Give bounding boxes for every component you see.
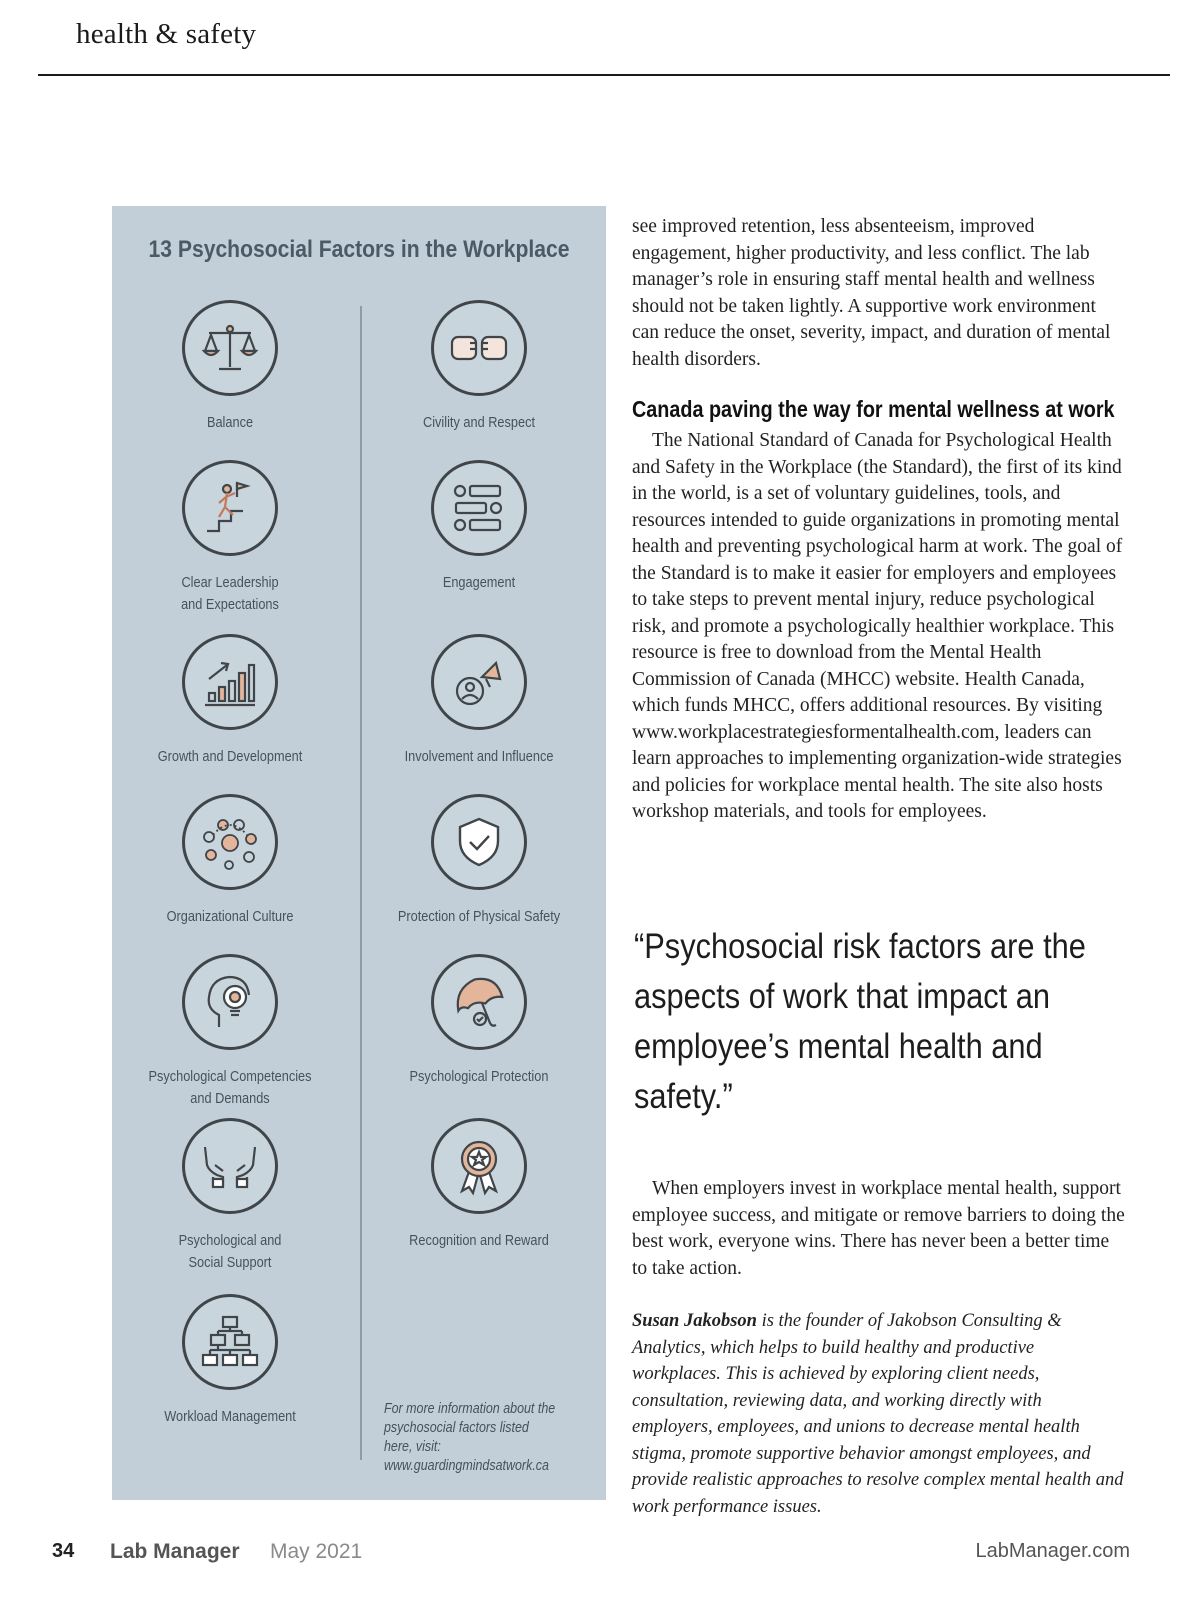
paragraph-text: The National Standard of Canada for Psychological Health and Safety in the Workplace (the Standard), the first of its kind in the world, is a set of voluntary guidelines, tools, and resources intended to guide organizations in promoting mental health and preventing psychological harm at work. The goal of the Standard is to make it easier for employers and employees to take steps to prevent mental injury, reduce psychological risk, and promote a psychologically healthier workplace. This resource is free to download from the Mental Health Commission of Canada (MHCC) website. Health Canada, which funds MHCC, offers additional resources. By visiting www.workplacestrategiesformentalhealth.com, leaders can learn approaches to implementing organization-wide strategies and policies for workplace mental health. The site also hosts workshop materials, and tools for employees. bbox=[632, 430, 1123, 822]
article-paragraph-1 bbox=[632, 214, 1126, 373]
pull-quote: “Psychosocial risk factors are the aspects of work that impact an employee’s mental health and safety.” bbox=[634, 927, 1086, 1116]
growth-chart-icon bbox=[182, 634, 278, 730]
head-gear-bulb-icon bbox=[182, 954, 278, 1050]
header-rule bbox=[38, 74, 1170, 76]
supporting-hands-icon bbox=[182, 1118, 278, 1214]
leader-stairs-flag-icon bbox=[182, 460, 278, 556]
factor-growth bbox=[115, 634, 345, 768]
factor-label: Psychological and Social Support bbox=[178, 1232, 282, 1271]
factor-workload bbox=[115, 1294, 345, 1428]
factor-label: Psychological Protection bbox=[409, 1068, 549, 1085]
author-bio-text: is the founder of Jakobson Consulting & Analytics, which helps to build healthy and productive workplaces. This is achieved by exploring client needs, consultation, reviewing data, and working directly with employers, employees, and unions to decrease mental health stigma, promote supportive behavior amongst employees, and provide realistic approaches to resolve complex mental health and work performance issues. bbox=[632, 1311, 1124, 1517]
hierarchy-boxes-icon bbox=[182, 1294, 278, 1390]
factor-label: Civility and Respect bbox=[423, 414, 535, 431]
author-name: Susan Jakobson bbox=[632, 1311, 757, 1331]
factor-involvement bbox=[364, 634, 594, 768]
factor-label: Recognition and Reward bbox=[409, 1232, 549, 1249]
factor-recognition bbox=[364, 1118, 594, 1252]
award-ribbon-icon bbox=[431, 1118, 527, 1214]
paragraph-text: When employers invest in workplace mental health, support employee success, and mitigate or remove barriers to doing the best work, everyone wins. There has never been a better time to take action. bbox=[632, 1178, 1125, 1279]
infographic-panel bbox=[112, 206, 606, 1500]
factor-balance bbox=[115, 300, 345, 434]
factor-label: Workload Management bbox=[164, 1408, 296, 1425]
magazine-name: Lab Manager bbox=[110, 1540, 240, 1563]
factor-social-support bbox=[115, 1118, 345, 1274]
factor-psych-protection bbox=[364, 954, 594, 1088]
article-paragraph-2 bbox=[632, 428, 1126, 826]
factor-label: Psychological Competencies and Demands bbox=[148, 1068, 312, 1107]
fist-bump-icon bbox=[431, 300, 527, 396]
shield-check-icon bbox=[431, 794, 527, 890]
article-subhead: Canada paving the way for mental wellness at work bbox=[632, 396, 1115, 422]
umbrella-check-icon bbox=[431, 954, 527, 1050]
factor-competencies bbox=[115, 954, 345, 1110]
paragraph-text: see improved retention, less absenteeism, improved engagement, higher productivity, and less conflict. The lab manager’s role in ensuring staff mental health and wellness should not be taken lightly. A supportive work environment can reduce the onset, severity, impact, and duration of mental health disorders. bbox=[632, 216, 1111, 370]
factor-org-culture bbox=[115, 794, 345, 928]
chat-people-icon bbox=[431, 460, 527, 556]
factor-label: Engagement bbox=[442, 574, 516, 591]
section-label: health & safety bbox=[76, 18, 257, 50]
megaphone-person-icon bbox=[431, 634, 527, 730]
factor-label: Involvement and Influence bbox=[404, 748, 554, 765]
scales-icon bbox=[182, 300, 278, 396]
page-number: 34 bbox=[52, 1540, 75, 1562]
issue-date: May 2021 bbox=[270, 1540, 363, 1563]
infographic-title: 13 Psychosocial Factors in the Workplace bbox=[148, 236, 570, 263]
factor-label: Organizational Culture bbox=[166, 908, 294, 925]
factor-engagement bbox=[364, 460, 594, 594]
factor-label: Growth and Development bbox=[157, 748, 303, 765]
network-people-icon bbox=[182, 794, 278, 890]
author-bio bbox=[632, 1308, 1126, 1520]
article-paragraph-3 bbox=[632, 1176, 1126, 1282]
factor-label: Clear Leadership and Expectations bbox=[181, 574, 279, 613]
infographic-divider bbox=[360, 306, 362, 1460]
factor-label: Balance bbox=[206, 414, 254, 431]
factor-physical-safety bbox=[364, 794, 594, 928]
factor-civility bbox=[364, 300, 594, 434]
website-link[interactable]: LabManager.com bbox=[975, 1540, 1130, 1562]
factor-label: Protection of Physical Safety bbox=[397, 908, 561, 925]
infographic-note: For more information about the psychosocial factors listed here, visit: www.guardingmindsatwork.ca bbox=[384, 1401, 556, 1474]
factor-clear-leadership bbox=[115, 460, 345, 616]
